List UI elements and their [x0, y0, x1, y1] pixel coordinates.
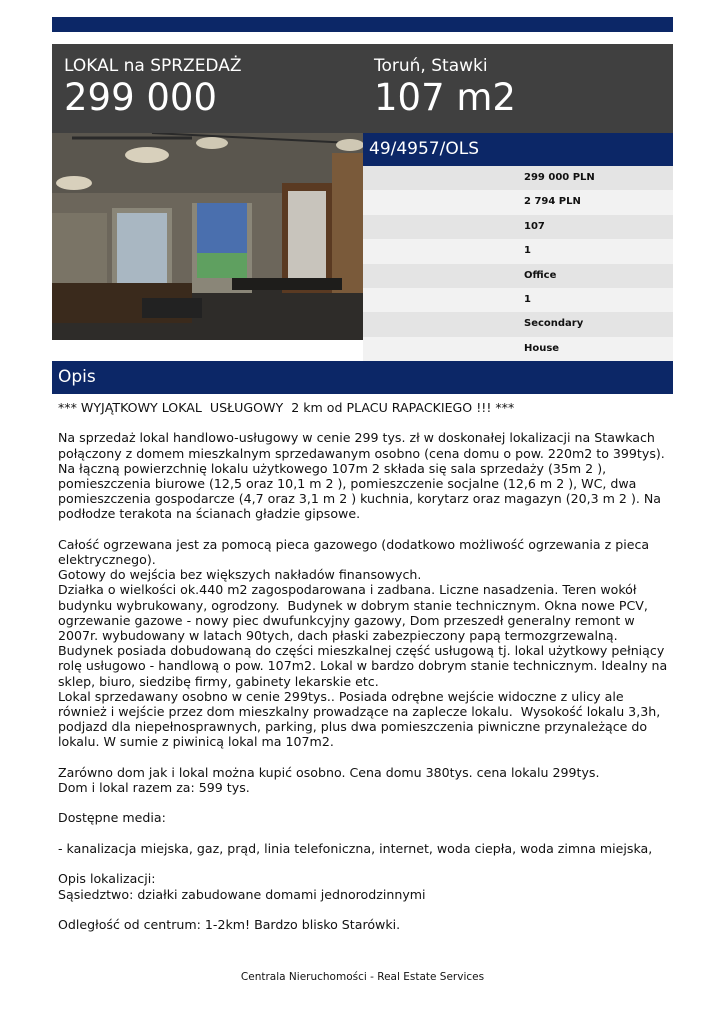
- spec-row-building: House: [363, 337, 673, 361]
- top-accent-bar: [52, 17, 673, 32]
- listing-area: 107 m2: [374, 76, 516, 119]
- reference-number: 49/4957/OLS: [363, 133, 673, 166]
- spec-table: [363, 166, 673, 361]
- spec-row-rooms: 1: [363, 239, 673, 263]
- listing-location: Toruń, Stawki: [374, 56, 488, 76]
- description-heading: Opis: [52, 361, 673, 394]
- interior-photo-illustration: [52, 133, 363, 340]
- spec-row-floor: 1: [363, 288, 673, 312]
- property-photo: [52, 133, 363, 340]
- spec-row-price: 299 000 PLN: [363, 166, 673, 190]
- listing-type: LOKAL na SPRZEDAŻ: [64, 56, 242, 76]
- spec-row-area: 107: [363, 215, 673, 239]
- listing-header: [52, 44, 673, 133]
- description-text: *** WYJĄTKOWY LOKAL USŁUGOWY 2 km od PLACU RAPACKIEGO !!! *** Na sprzedaż lokal handlowo-usługowy w cenie 299 tys. zł w doskonałej lokalizacji na Stawkach połączony z domem mieszkalnym sprzedawanym osobno (cena domu o pow. 220m2 to 399tys). Na łączną powierzchnię lokalu użytkowego 107m 2 składa się sala sprzedaży (35m 2 ), pomieszczenia biurowe (12,5 oraz 10,1 m 2 ), pomieszczenie socjalne (12,6 m 2 ), WC, dwa pomieszczenia gospodarcze (4,7 oraz 3,1 m 2 ) kuchnia, korytarz oraz magazyn (20,3 m 2 ). Na podłodze terakota na ścianach gładzie gipsowe. Całość ogrzewana jest za pomocą pieca gazowego (dodatkowo możliwość ogrzewania z pieca elektrycznego). Gotowy do wejścia bez większych nakładów finansowych. Działka o wielkości ok.440 m2 zagospodarowana i zadbana. Liczne nasadzenia. Teren wokół budynku wybrukowany, ogrodzony. Budynek w dobrym stanie technicznym. Okna nowe PCV, ogrzewanie gazowe - nowy piec dwufunkcyjny gazowy, Dom przeszedł generalny remont w 2007r. wybudowany w latach 90tych, dach płaski zabezpieczony papą termozgrzewalną. Budynek posiada dobudowaną do części mieszkalnej część usługową tj. lokal użytkowy pełniący rolę usługowo - handlową o pow. 107m2. Lokal w bardzo dobrym stanie technicznym. Idealny na sklep, biuro, siedzibę firmy, gabinety lekarskie etc. Lokal sprzedawany osobno w cenie 299tys.. Posiada odrębne wejście widoczne z ulicy ale również i wejście przez dom mieszkalny prowadzące na zaplecze lokalu. Wysokość lokalu 3,3h, podjazd dla niepełnosprawnych, parking, plus dwa pomieszczenia piwniczne przynależące do lokalu. W sumie z piwinicą lokal ma 107m2. Zarówno dom jak i lokal można kupić osobno. Cena domu 380tys. cena lokalu 299tys. Dom i lokal razem za: 599 tys. Dostępne media: - kanalizacja miejska, gaz, prąd, linia telefoniczna, internet, woda ciepła, woda zimna miejska, Opis lokalizacji: Sąsiedztwo: działki zabudowane domami jednorodzinnymi Odległość od centrum: 1-2km! Bardzo blisko Starówki.: [58, 400, 668, 932]
- header-left: [64, 56, 242, 120]
- spec-row-market: Secondary: [363, 312, 673, 336]
- spec-row-price-per-m2: 2 794 PLN: [363, 190, 673, 214]
- footer-text: Centrala Nieruchomości - Real Estate Services: [240, 971, 485, 983]
- listing-price: 299 000: [64, 76, 218, 119]
- header-right: [374, 56, 516, 120]
- spec-row-type: Office: [363, 264, 673, 288]
